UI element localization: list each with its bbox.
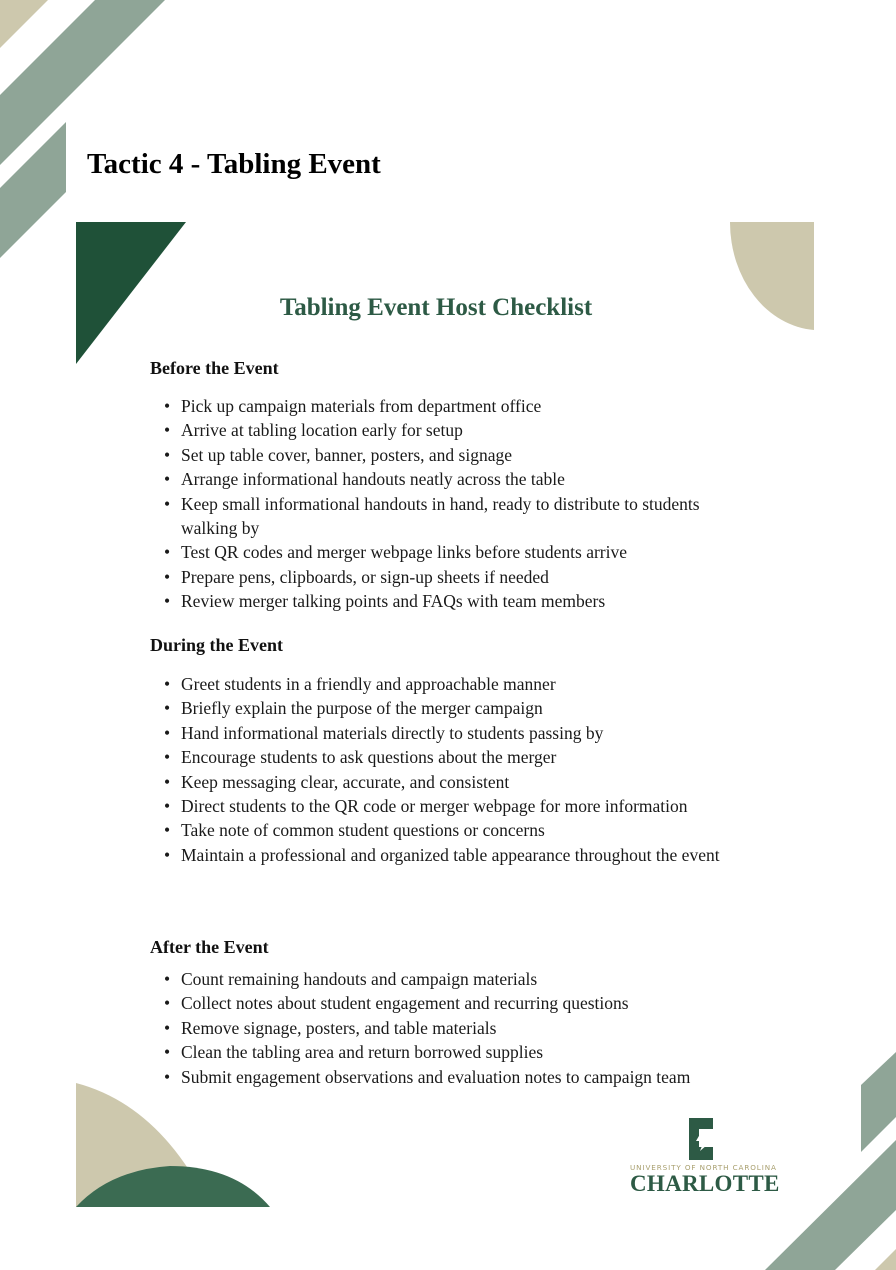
list-item: • Review merger talking points and FAQs with team members (160, 589, 730, 613)
after-event-list (160, 967, 730, 1089)
list-item: • Remove signage, posters, and table materials (160, 1016, 730, 1040)
list-item: • Clean the tabling area and return borrowed supplies (160, 1040, 730, 1064)
list-item: • Pick up campaign materials from department office (160, 394, 730, 418)
list-item: • Submit engagement observations and evaluation notes to campaign team (160, 1065, 730, 1089)
section-heading-after: After the Event (150, 937, 269, 957)
corner-stripe-tan-2 (875, 1249, 896, 1270)
list-item: • Greet students in a friendly and approachable manner (160, 672, 730, 696)
checklist-title: Tabling Event Host Checklist (279, 294, 593, 321)
before-event-list (160, 394, 730, 614)
corner-stripe-sage-4 (765, 1140, 896, 1270)
list-item: • Keep messaging clear, accurate, and consistent (160, 770, 730, 794)
corner-stripe-sage-1 (0, 0, 165, 165)
section-heading-before: Before the Event (150, 358, 279, 378)
list-item: • Take note of common student questions or concerns (160, 818, 730, 842)
list-item: • Collect notes about student engagement and recurring questions (160, 991, 730, 1015)
list-item: • Arrange informational handouts neatly across the table (160, 467, 730, 491)
charlotte-c-icon (630, 1115, 774, 1163)
corner-stripe-tan (0, 0, 48, 48)
during-event-list (160, 672, 730, 867)
list-item: • Maintain a professional and organized table appearance throughout the event (160, 843, 730, 867)
triangle-dark-green (76, 222, 186, 364)
list-item: • Test QR codes and merger webpage links before students arrive (160, 540, 730, 564)
corner-stripe-sage-3 (861, 1052, 896, 1152)
logo-wordmark: CHARLOTTE (630, 1171, 780, 1196)
logo-subtitle: UNIVERSITY OF NORTH CAROLINA (630, 1163, 777, 1172)
list-item: • Direct students to the QR code or merger webpage for more information (160, 794, 730, 818)
list-item: • Arrive at tabling location early for setup (160, 418, 730, 442)
list-item: • Encourage students to ask questions about the merger (160, 745, 730, 769)
page-title: Tactic 4 - Tabling Event (87, 148, 381, 180)
list-item: • Set up table cover, banner, posters, and signage (160, 443, 730, 467)
list-item: • Briefly explain the purpose of the merger campaign (160, 696, 730, 720)
list-item: • Count remaining handouts and campaign materials (160, 967, 730, 991)
list-item: • Prepare pens, clipboards, or sign-up sheets if needed (160, 565, 730, 589)
list-item: • Hand informational materials directly to students passing by (160, 721, 730, 745)
section-heading-during: During the Event (150, 635, 284, 655)
university-logo (630, 1115, 780, 1195)
list-item: • Keep small informational handouts in hand, ready to distribute to students walking by (160, 492, 730, 541)
